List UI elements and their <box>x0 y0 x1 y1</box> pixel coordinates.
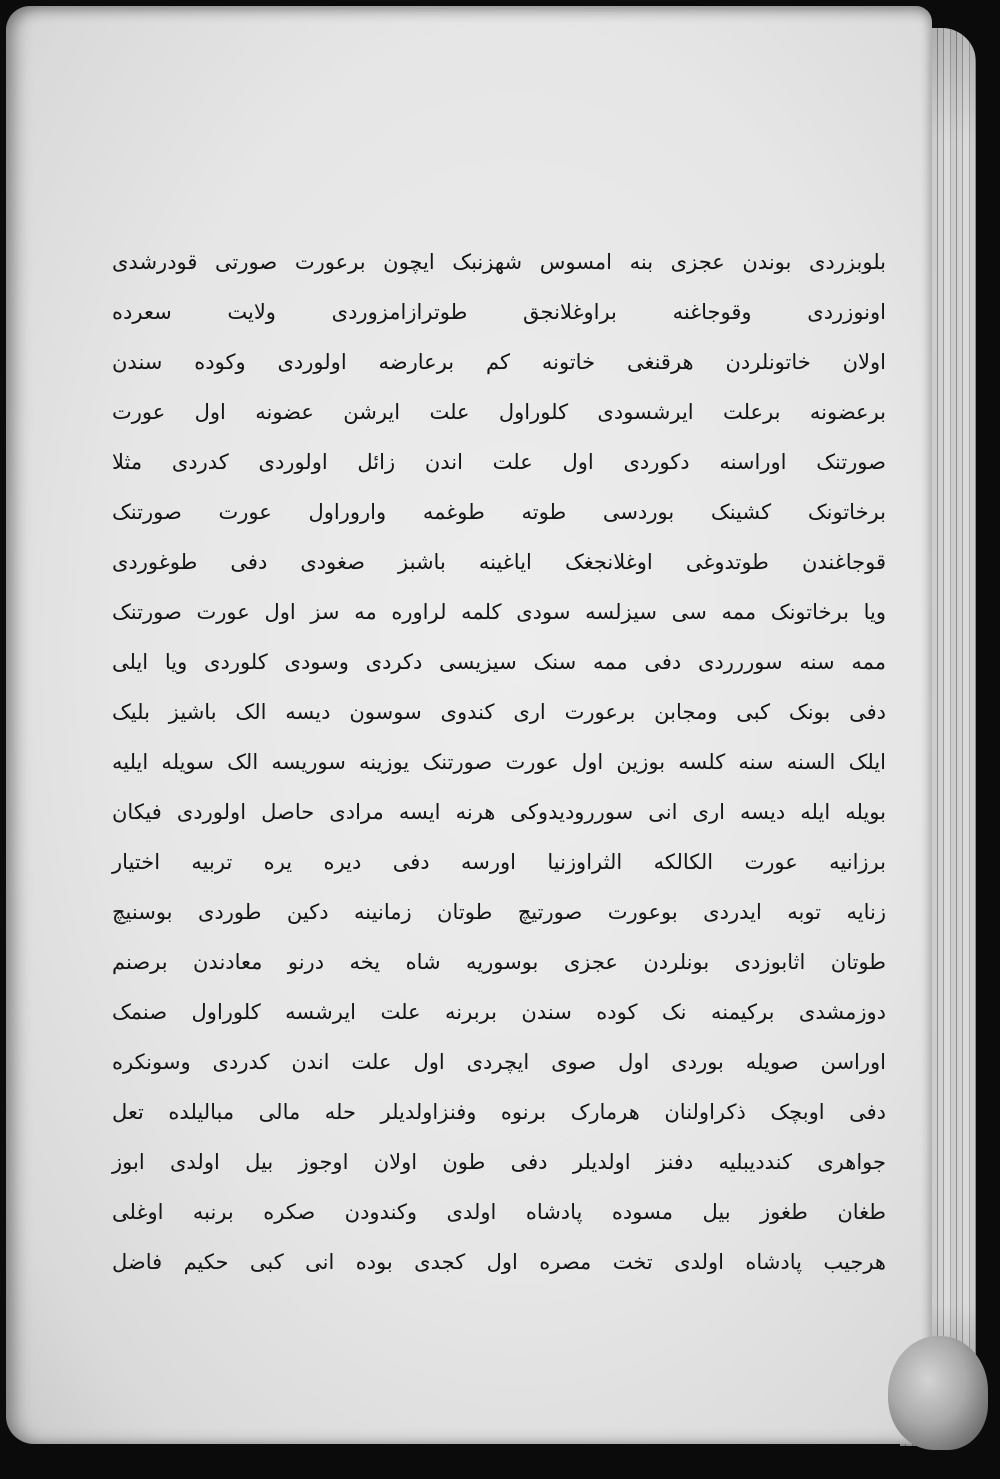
text-line: بلوبزردی بوندن عجزی بنه امسوس شهزنبک ایچون برعورت صورتی قودرشدی <box>112 250 886 274</box>
manuscript-page <box>6 6 932 1444</box>
text-line: ممه سنه سوررردی دفی ممه سنک سیزیسی دکردی وسودی کلوردی ویا ایلی <box>112 650 886 674</box>
text-line: برزانیه عورت الکالکه الثراوزنیا اورسه دفی دیره یره تربیه اختیار <box>112 850 886 874</box>
text-line: طغان طغوز بیل مسوده پادشاه اولدی وکندودن صکره برنبه اوغلی <box>112 1200 886 1224</box>
text-line: ایلک السنه سنه کلسه بوزین اول عورت صورتنک یوزینه سوریسه الک سویله ایلیه <box>112 750 886 774</box>
text-line: برخاتونک کشینک بوردسی طوته طوغمه واروراول عورت صورتنک <box>112 500 886 524</box>
text-line: اونوزردی وقوجاغنه براوغلانجق طوترازامزوردی ولایت سعرده <box>112 300 886 324</box>
text-line: برعضونه برعلت ایرشسودی کلوراول علت ایرشن عضونه اول عورت <box>112 400 886 424</box>
text-line: زنایه توبه ایدردی بوعورت صورتیچ طوتان زمانینه دکین طوردی بوسنیچ <box>112 900 886 924</box>
text-line: دفی اوبچک ذکراولنان هرمارک برنوه وفنزاولدیلر حله مالی مبالیلده تعل <box>112 1100 886 1124</box>
text-line: جواهری کنددیبلیه دفنز اولدیلر دفی طون اولان اوجوز بیل اولدی ابوز <box>112 1150 886 1174</box>
text-line: اولان خاتونلردن هرقنغی خاتونه کم برعارضه اولوردی وکوده سندن <box>112 350 886 374</box>
text-line: صورتنک اوراسنه دکوردی اول علت اندن زائل اولوردی کدردی مثلا <box>112 450 886 474</box>
text-block <box>112 237 886 1287</box>
text-line: ویا برخاتونک ممه سی سیزلسه سودی کلمه لراوره مه سز اول عورت صورتنک <box>112 600 886 624</box>
text-line: بویله ایله دیسه اری انی سوررودیدوکی هرنه ایسه مرادی حاصل اولوردی فیکان <box>112 800 886 824</box>
text-line: قوجاغندن طوتدوغی اوغلانجغک ایاغینه باشبز صغودی دفی طوغوردی <box>112 550 886 574</box>
text-line: دفی بونک کبی ومجابن برعورت اری کندوی سوسون دیسه الک باشیز بلیک <box>112 700 886 724</box>
text-line: طوتان اثابوزدی بونلردن عجزی بوسوریه شاه یخه درنو معادندن برصنم <box>112 950 886 974</box>
text-line: دوزمشدی برکیمنه نک کوده سندن بربرنه علت ایرشسه کلوراول صنمک <box>112 1000 886 1024</box>
thumb <box>888 1336 988 1450</box>
text-line: هرجیب پادشاه اولدی تخت مصره اول کجدی بوده انی کبی حکیم فاضل <box>112 1250 886 1274</box>
text-line: اوراسن صویله بوردی اول صوی ایچردی اول علت اندن کدردی وسونکره <box>112 1050 886 1074</box>
